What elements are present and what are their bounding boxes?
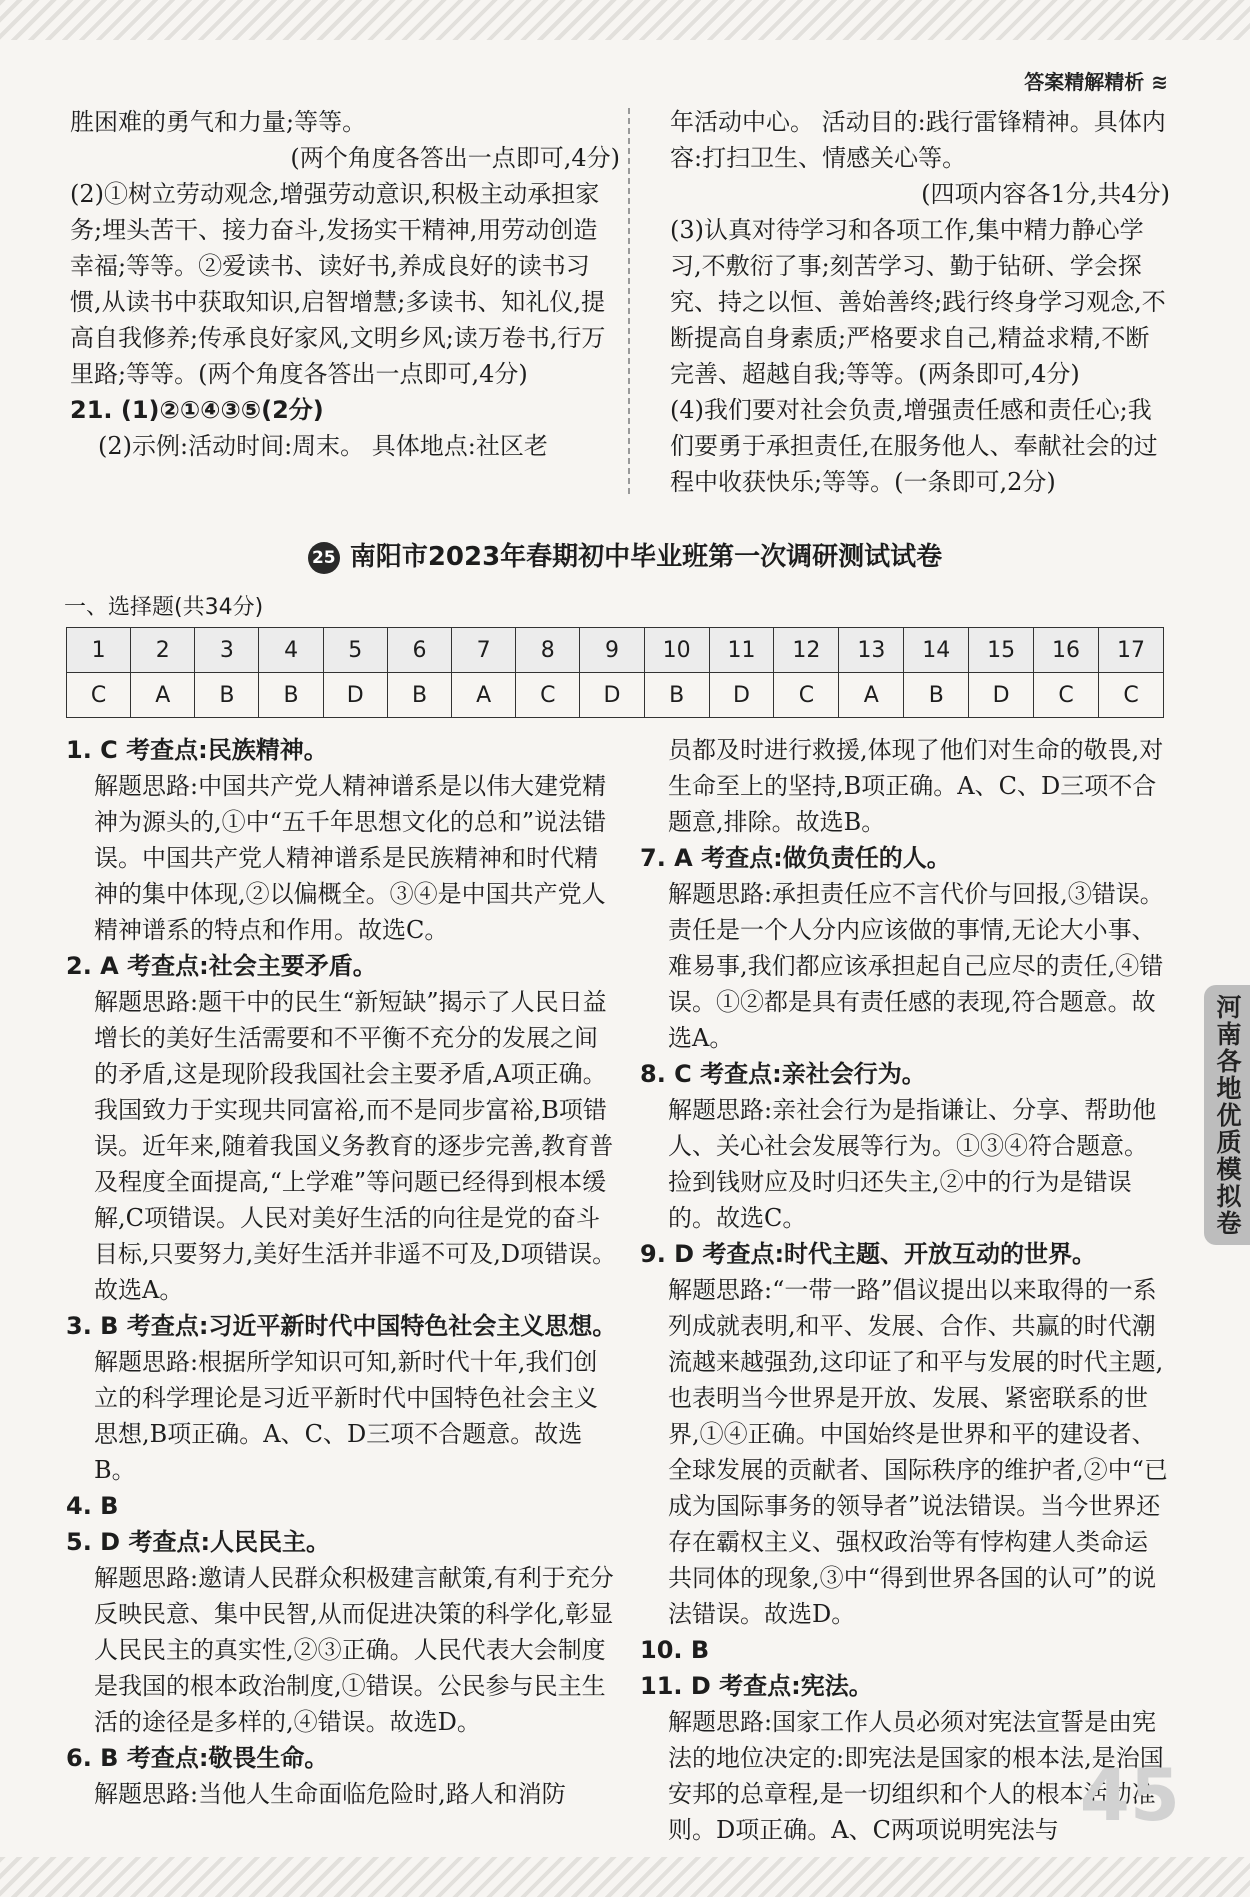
paragraph: 解题思路:承担责任应不言代价与回报,③错误。责任是一个人分内应该做的事情,无论大小事、难易事,我们都应该承担起自己应尽的责任,④错误。①②都是具有责任感的表现,符合题意。故选A。	[668, 880, 1164, 1052]
answer-table-number-row	[67, 628, 1164, 673]
paragraph: (2)①树立劳动观念,增强劳动意识,积极主动承担家务;埋头苦干、接力奋斗,发扬实干精神,用劳动创造幸福;等等。②爱读书、读好书,养成良好的读书习惯,从读书中获取知识,启智增慧;多读书、知礼仪,提高自我修养;传承良好家风,文明乡风;读万卷书,行万里路;等等。(两个角度各答出一点即可,4分)	[70, 180, 606, 388]
question-number-cell: 10	[644, 628, 709, 673]
exam-title	[0, 536, 1250, 574]
answer-table	[66, 627, 1164, 718]
paragraph: 解题思路:邀请人民群众积极建言献策,有利于充分反映民意、集中民智,从而促进决策的科学化,彰显人民民主的真实性,②③正确。人民代表大会制度是我国的根本政治制度,①错误。公民参与民主生活的途径是多样的,④错误。故选D。	[94, 1564, 614, 1736]
top-border-decoration	[0, 0, 1250, 40]
paragraph: 解题思路:当他人生命面临危险时,路人和消防	[94, 1780, 566, 1808]
answer-cell: B	[644, 673, 709, 718]
exam-title-text: 南阳市2023年春期初中毕业班第一次调研测试试卷	[349, 542, 943, 572]
explanations-left-column	[66, 732, 618, 1812]
question-number-cell: 3	[195, 628, 259, 673]
answer-cell: C	[1099, 673, 1164, 718]
paragraph: 21. (1)②①④③⑤(2分)	[70, 396, 324, 424]
answer-cell: C	[1034, 673, 1099, 718]
answer-cell: B	[904, 673, 969, 718]
paragraph: 5. D 考查点:人民民主。	[66, 1528, 331, 1556]
paragraph: 2. A 考查点:社会主要矛盾。	[66, 952, 377, 980]
paragraph: 3. B 考查点:习近平新时代中国特色社会主义思想。	[66, 1312, 617, 1340]
paragraph: 年活动中心。 活动目的:践行雷锋精神。具体内容:打扫卫生、情感关心等。	[670, 108, 1166, 172]
answer-cell: D	[323, 673, 387, 718]
question-number-cell: 12	[774, 628, 839, 673]
question-number-cell: 6	[387, 628, 451, 673]
answer-cell: B	[195, 673, 259, 718]
paragraph: 解题思路:题干中的民生“新短缺”揭示了人民日益增长的美好生活需要和不平衡不充分的发展之间的矛盾,这是现阶段我国社会主要矛盾,A项正确。我国致力于实现共同富裕,而不是同步富裕,B项错误。近年来,随着我国义务教育的逐步完善,教育普及程度全面提高,“上学难”等问题已经得到根本缓解,C项错误。人民对美好生活的向往是党的奋斗目标,只要努力,美好生活并非遥不可及,D项错误。故选A。	[94, 988, 617, 1304]
question-number-cell: 16	[1034, 628, 1099, 673]
paragraph: 8. C 考查点:亲社会行为。	[640, 1060, 926, 1088]
answer-cell: D	[969, 673, 1034, 718]
question-number-cell: 13	[839, 628, 904, 673]
paragraph: 6. B 考查点:敬畏生命。	[66, 1744, 329, 1772]
top-left-column	[70, 104, 620, 464]
paragraph: (4)我们要对社会负责,增强责任感和责任心;我们要勇于承担责任,在服务他人、奉献社会的过程中收获快乐;等等。(一条即可,2分)	[670, 396, 1158, 496]
bottom-border-decoration	[0, 1857, 1250, 1897]
answer-cell: A	[839, 673, 904, 718]
answer-cell: C	[67, 673, 131, 718]
answer-cell: A	[131, 673, 195, 718]
paragraph: (2)示例:活动时间:周末。 具体地点:社区老	[98, 432, 548, 460]
exam-number-badge: 25	[308, 542, 340, 574]
paragraph: 1. C 考查点:民族精神。	[66, 736, 328, 764]
explanations-right-column	[640, 732, 1170, 1848]
answer-cell: C	[516, 673, 580, 718]
answer-cell: B	[259, 673, 323, 718]
paragraph: (3)认真对待学习和各项工作,集中精力静心学习,不敷衍了事;刻苦学习、勤于钻研、学会探究、持之以恒、善始善终;践行终身学习观念,不断提高自身素质;严格要求自己,精益求精,不断完善、超越自我;等等。(两条即可,4分)	[670, 216, 1166, 388]
question-number-cell: 7	[452, 628, 516, 673]
paragraph: 解题思路:“一带一路”倡议提出以来取得的一系列成就表明,和平、发展、合作、共赢的时代潮流越来越强劲,这印证了和平与发展的时代主题,也表明当今世界是开放、发展、紧密联系的世界,①④正确。中国始终是世界和平的建设者、全球发展的贡献者、国际秩序的维护者,②中“已成为国际事务的领导者”说法错误。当今世界还存在霸权主义、强权政治等有悖构建人类命运共同体的现象,③中“得到世界各国的认可”的说法错误。故选D。	[668, 1276, 1168, 1628]
question-number-cell: 11	[709, 628, 774, 673]
answer-cell: D	[580, 673, 644, 718]
answer-table-answer-row	[67, 673, 1164, 718]
question-number-cell: 17	[1099, 628, 1164, 673]
paragraph: 9. D 考查点:时代主题、开放互动的世界。	[640, 1240, 1097, 1268]
header-tag: 答案精解精析 ≋	[1024, 70, 1168, 94]
paragraph: 11. D 考查点:宪法。	[640, 1672, 873, 1700]
question-number-cell: 8	[516, 628, 580, 673]
paragraph: 4. B	[66, 1492, 119, 1520]
question-number-cell: 9	[580, 628, 644, 673]
answer-cell: D	[709, 673, 774, 718]
question-number-cell: 4	[259, 628, 323, 673]
answer-cell: C	[774, 673, 839, 718]
paragraph: 解题思路:中国共产党人精神谱系是以伟大建党精神为源头的,①中“五千年思想文化的总和”说法错误。中国共产党人精神谱系是民族精神和时代精神的集中体现,②以偏概全。③④是中国共产党人精神谱系的特点和作用。故选C。	[94, 772, 607, 944]
paragraph: 员都及时进行救援,体现了他们对生命的敬畏,对生命至上的坚持,B项正确。A、C、D三项不合题意,排除。故选B。	[668, 736, 1164, 836]
column-divider	[628, 108, 630, 494]
side-tab: 河南各地优质模拟卷	[1204, 985, 1250, 1245]
question-number-cell: 15	[969, 628, 1034, 673]
paragraph: 胜困难的勇气和力量;等等。	[70, 108, 367, 136]
question-number-cell: 14	[904, 628, 969, 673]
page-number: 45	[1079, 1753, 1180, 1837]
question-number-cell: 1	[67, 628, 131, 673]
question-number-cell: 5	[323, 628, 387, 673]
paragraph: (四项内容各1分,共4分)	[921, 180, 1170, 208]
paragraph: 解题思路:国家工作人员必须对宪法宣誓是由宪法的地位决定的:即宪法是国家的根本法,是治国安邦的总章程,是一切组织和个人的根本活动准则。D项正确。A、C两项说明宪法与	[668, 1708, 1164, 1844]
section-heading: 一、选择题(共34分)	[64, 595, 264, 620]
paragraph: (两个角度各答出一点即可,4分)	[290, 144, 620, 172]
paragraph: 解题思路:亲社会行为是指谦让、分享、帮助他人、关心社会发展等行为。①③④符合题意。捡到钱财应及时归还失主,②中的行为是错误的。故选C。	[668, 1096, 1157, 1232]
question-number-cell: 2	[131, 628, 195, 673]
answer-cell: A	[452, 673, 516, 718]
top-right-column	[670, 104, 1170, 500]
paragraph: 10. B	[640, 1636, 710, 1664]
paragraph: 7. A 考查点:做负责任的人。	[640, 844, 951, 872]
paragraph: 解题思路:根据所学知识可知,新时代十年,我们创立的科学理论是习近平新时代中国特色社会主义思想,B项正确。A、C、D三项不合题意。故选B。	[94, 1348, 598, 1484]
answer-cell: B	[387, 673, 451, 718]
